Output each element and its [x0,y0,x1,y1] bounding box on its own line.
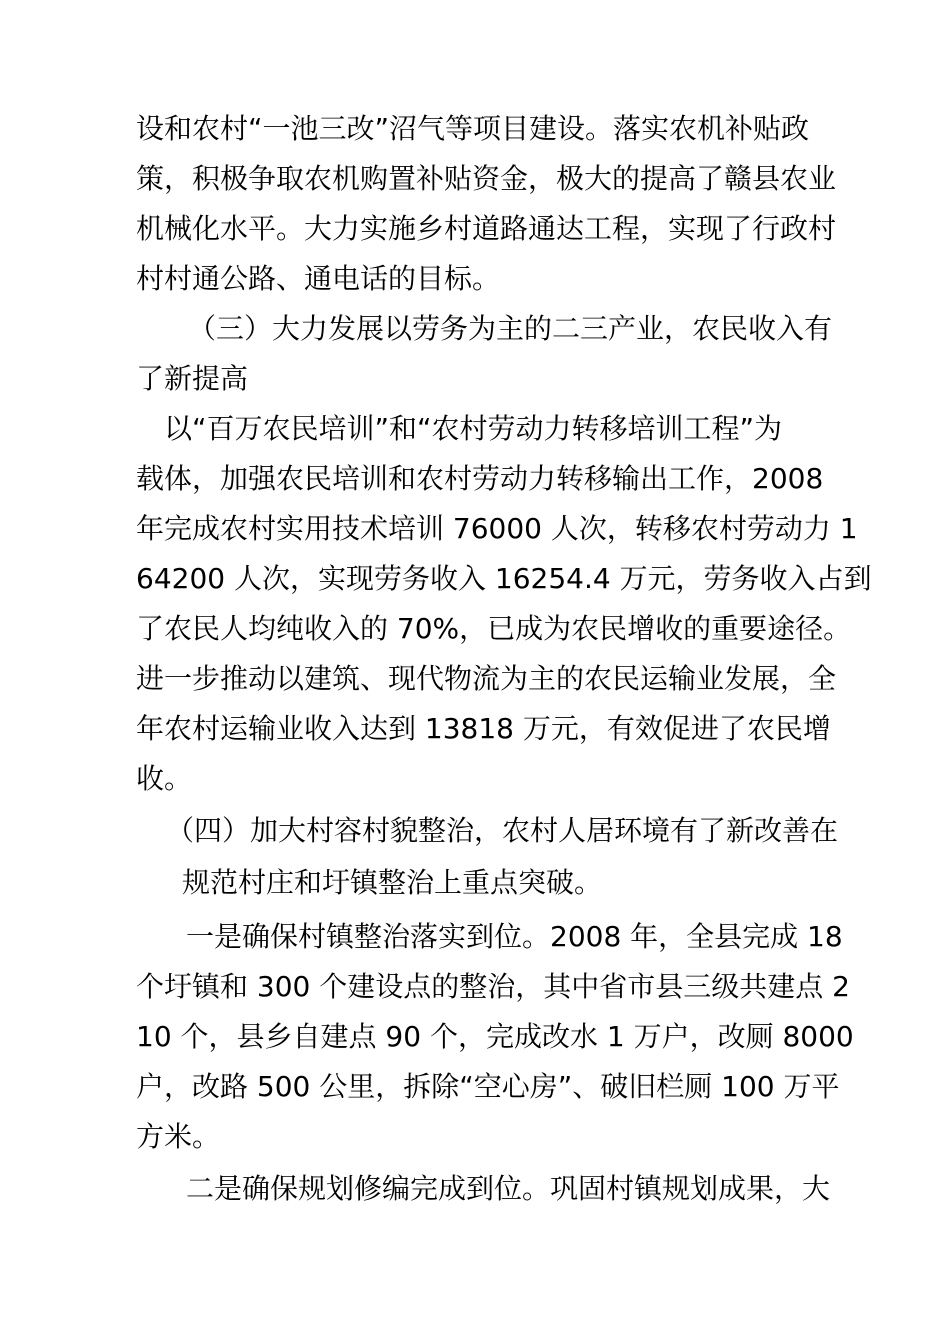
text-line: 一是确保村镇整治落实到位。2008 年，全县完成 18 [186,920,843,953]
text-line: 收。 [136,762,193,795]
text-line: 以“百万农民培训”和“农村劳动力转移培训工程”为 [164,412,783,445]
text-line: 户，改路 500 公里，拆除“空心房”、破旧栏厕 100 万平 [136,1070,840,1103]
text-line: 设和农村“一池三改”沼气等项目建设。落实农机补贴政 [136,112,810,145]
text-line: 了农民人均纯收入的 70%，已成为农民增收的重要途径。 [136,612,852,645]
text-line: 10 个，县乡自建点 90 个，完成改水 1 万户，改厕 8000 [136,1020,854,1053]
text-line: 村村通公路、通电话的目标。 [136,262,501,295]
text-line: 64200 人次，实现劳务收入 16254.4 万元，劳务收入占到 [136,562,872,595]
text-line: 策，积极争取农机购置补贴资金，极大的提高了赣县农业 [136,162,837,195]
section-heading-continued: 规范村庄和圩镇整治上重点突破。 [182,866,603,899]
text-line: 年完成农村实用技术培训 76000 人次，转移农村劳动力 1 [136,512,858,545]
text-line: 方米。 [136,1120,221,1153]
text-line: 机械化水平。大力实施乡村道路通达工程，实现了行政村 [136,212,837,245]
text-line: 进一步推动以建筑、现代物流为主的农民运输业发展，全 [136,662,837,695]
text-line: 年农村运输业收入达到 13818 万元，有效促进了农民增 [136,712,831,745]
section-heading-continued: 了新提高 [136,362,249,395]
section-heading: （四）加大村容村貌整治，农村人居环境有了新改善在 [166,814,839,847]
text-line: 个圩镇和 300 个建设点的整治，其中省市县三级共建点 2 [136,970,850,1003]
section-heading: （三）大力发展以劳务为主的二三产业，农民收入有 [188,312,833,345]
text-line: 二是确保规划修编完成到位。巩固村镇规划成果，大 [186,1172,831,1205]
text-line: 载体，加强农民培训和农村劳动力转移输出工作，2008 [136,462,824,495]
